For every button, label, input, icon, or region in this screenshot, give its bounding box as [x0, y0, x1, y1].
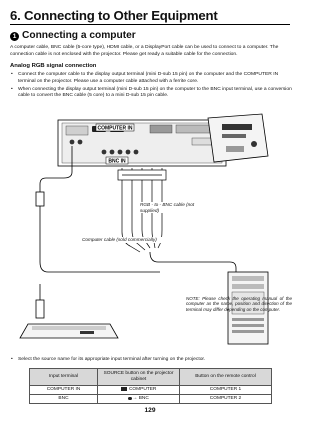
- connection-illustration: [0, 112, 300, 352]
- source-selection-instruction: • Select the source name for its appropriate input terminal after turning on the projector.: [10, 357, 292, 364]
- connection-diagram: [0, 112, 300, 352]
- section-heading: [10, 30, 136, 42]
- subheading: Analog RGB signal connection: [10, 63, 97, 69]
- table-row: [30, 395, 272, 404]
- remote-button-cell: COMPUTER 1: [180, 386, 272, 395]
- remote-button-cell: COMPUTER 2: [180, 395, 272, 404]
- projector-panel: [58, 120, 226, 166]
- section-number-badge: 1: [10, 32, 19, 41]
- projector-body: [208, 114, 268, 162]
- cabinet-button-cell: COMPUTER: [98, 386, 180, 395]
- instruction-item: • Connect the computer cable to the display output terminal (mini D-sub 15 pin) on the computer and the COMPUTER IN terminal on the projector. Please use a computer cable attached with a ferrite core.: [10, 72, 292, 85]
- column-header: SOURCE button on the projector cabinet: [98, 369, 180, 386]
- computer-input-icon: [121, 387, 127, 390]
- terminal-cell: BNC: [30, 395, 98, 404]
- page-title: 6. Connecting to Other Equipment: [10, 9, 290, 25]
- laptop-computer: [20, 324, 118, 338]
- column-header: Input terminal: [30, 369, 98, 386]
- instruction-list: [10, 72, 292, 102]
- terminal-cell: COMPUTER IN: [30, 386, 98, 395]
- bnc-input-icon: [128, 397, 131, 400]
- cabinet-button-cell: → BNC: [98, 395, 180, 404]
- section-title: Connecting a computer: [22, 30, 136, 41]
- terminal-note: NOTE: Please check the operating manual of the computer as the name, position and direction of the terminal may differ depending on the computer.: [186, 296, 292, 312]
- table-row: [30, 386, 272, 395]
- table-header-row: [30, 369, 272, 386]
- intro-paragraph: A computer cable, BNC cable (5-core type), HDMI cable, or a DisplayPort cable can be used to connect to a computer. The connection cable is not enclosed with the projector. Please get ready a suitable cable for the connection.: [10, 45, 279, 57]
- bnc-in-port-label: [106, 157, 128, 165]
- svg-text:BNC IN: BNC IN: [108, 158, 126, 165]
- bnc-cable-caption: RGB - to - BNC cable (not supplied): [140, 202, 200, 213]
- input-terminal-table: [29, 368, 272, 404]
- computer-in-port-label: [96, 124, 134, 132]
- computer-cable-caption: Computer cable (sold commercially): [82, 237, 192, 243]
- instruction-item: • When connecting the display output terminal (mini D-sub 15 pin) on the computer to the BNC input terminal, use a conversion cable to convert the BNC cable (5 core) to a mini D-sub 15 pin cable.: [10, 87, 292, 100]
- column-header: Button on the remote control: [180, 369, 272, 386]
- svg-text:COMPUTER IN: COMPUTER IN: [97, 125, 133, 132]
- page-number: 129: [144, 407, 156, 414]
